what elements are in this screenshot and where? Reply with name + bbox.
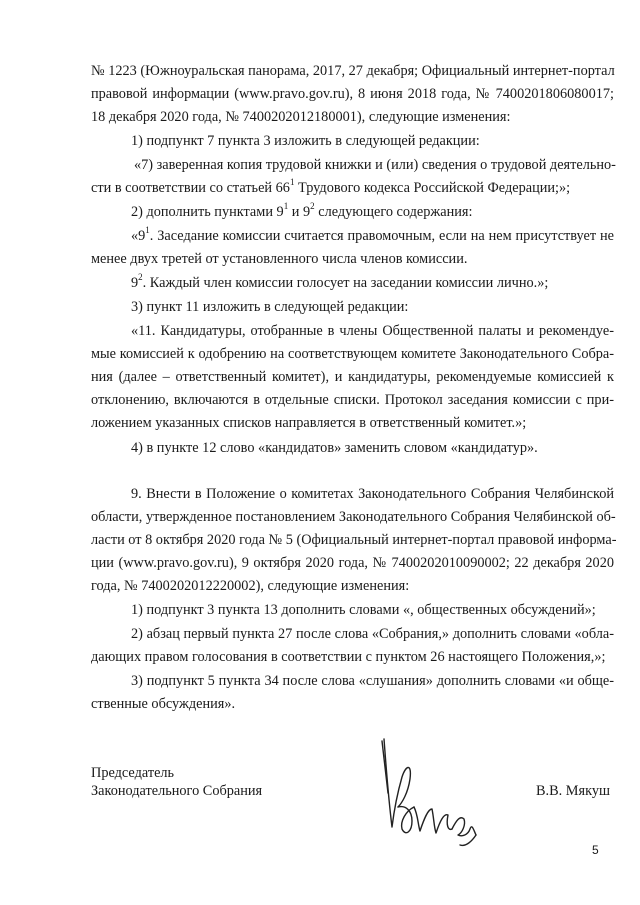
section-9-item-3-line-2: ственные обсуждения». [91,696,236,712]
handwritten-signature [372,735,492,850]
item-2-text-1-line-1: «$9^1$. Заседание комиссии считается правомочным, если на нем присутствует не [131,225,614,244]
lead-line-3: 18 декабря 2020 года, № 7400202012180001), следующие изменения: [91,109,511,125]
item-3-text-line-2: мые комиссией к одобрению на соответствующем комитете Законодательного Собра- [91,346,614,362]
item-3-text-line-5: ложением указанных списков направляется в ответственный комитет.»; [91,415,527,431]
item-3-heading: 3) пункт 11 изложить в следующей редакции: [131,299,409,315]
item-3-text-line-1: «11. Кандидатуры, отобранные в члены Общественной палаты и рекомендуе- [131,323,614,339]
item-2-heading: 2) дополнить пунктами $9^1$ и $9^2$ следующего содержания: [131,201,473,220]
page-number: 5 [592,843,599,857]
item-4: 4) в пункте 12 слово «кандидатов» заменить словом «кандидатур». [131,440,538,456]
item-3-text-line-3: ния (далее – ответственный комитет), и кандидатуры, рекомендуемые комиссией к [91,369,614,385]
item-1-text-line-1: «7) заверенная копия трудовой книжки и (или) сведения о трудовой деятельно- [134,157,616,173]
signatory-title-line-1: Председатель [91,765,175,781]
item-1-heading: 1) подпункт 7 пункта 3 изложить в следующей редакции: [131,133,480,149]
item-2-text-2: $9^2$. Каждый член комиссии голосует на заседании комиссии лично.»; [131,272,549,291]
lead-line-2: правовой информации (www.pravo.gov.ru), 8 июня 2018 года, № 7400201806080017; [91,86,614,102]
section-9-line-1: 9. Внести в Положение о комитетах Законодательного Собрания Челябинской [131,486,614,502]
section-9-line-2: области, утвержденное постановлением Законодательного Собрания Челябинской об- [91,509,616,525]
section-9-line-3: ласти от 8 октября 2020 года № 5 (Официальный интернет-портал правовой информа- [91,532,617,548]
item-1-text-line-2: сти в соответствии со статьей $66^1$ Трудового кодекса Российской Федерации;»; [91,177,571,196]
lead-line-1: № 1223 (Южноуральская панорама, 2017, 27 декабря; Официальный интернет-портал [91,63,615,79]
section-9-line-5: года, № 7400202012220002), следующие изменения: [91,578,410,594]
section-9-line-4: ции (www.pravo.gov.ru), 9 октября 2020 года, № 7400202010090002; 22 декабря 2020 [91,555,614,571]
signatory-name: В.В. Мякуш [536,783,610,799]
section-9-item-1: 1) подпункт 3 пункта 13 дополнить словами «, общественных обсуждений»; [131,602,596,618]
item-3-text-line-4: отклонению, включаются в отдельные списки. Протокол заседания комиссии с при- [91,392,614,408]
section-9-item-2-line-2: дающих правом голосования в соответствии с пунктом 26 настоящего Положения,»; [91,649,606,665]
signatory-title-line-2: Законодательного Собрания [91,783,263,799]
item-2-text-1-line-2: менее двух третей от установленного числа членов комиссии. [91,251,468,267]
section-9-item-2-line-1: 2) абзац первый пункта 27 после слова «Собрания,» дополнить словами «обла- [131,626,614,642]
section-9-item-3-line-1: 3) подпункт 5 пункта 34 после слова «слушания» дополнить словами «и обще- [131,673,614,689]
